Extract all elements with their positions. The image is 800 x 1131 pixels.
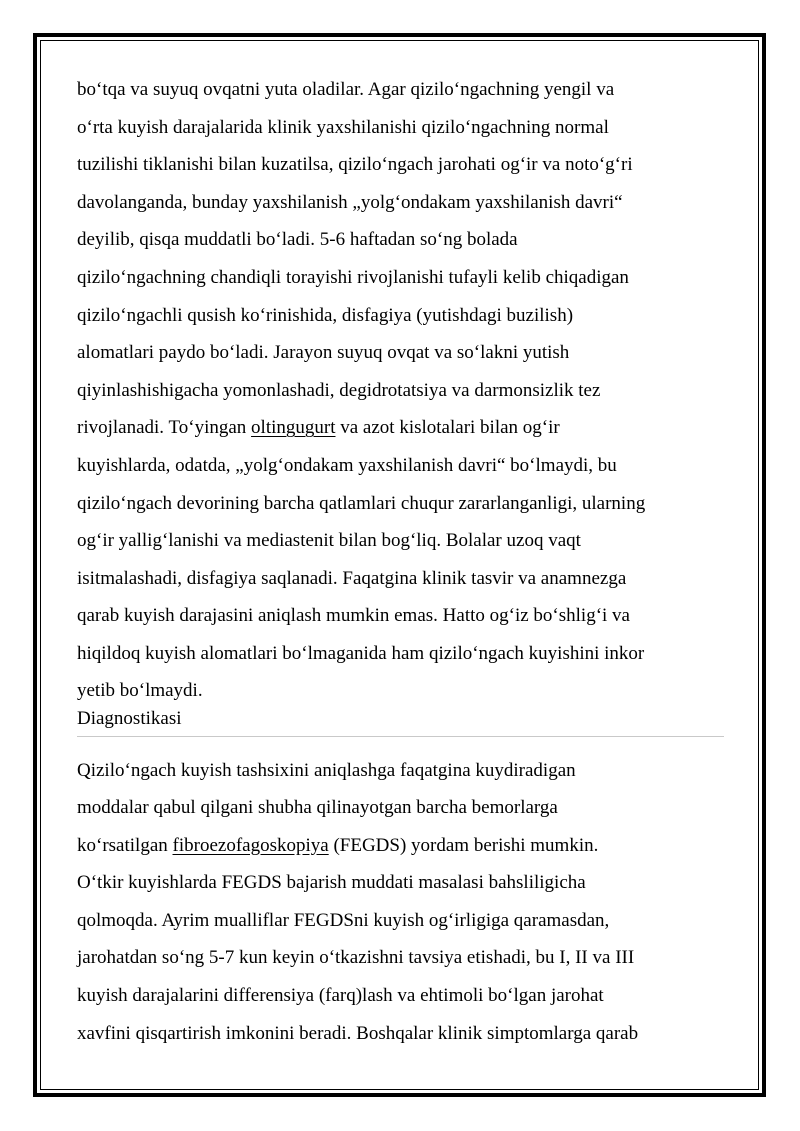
text-segment: va azot kislotalari bilan ogʻir (335, 417, 560, 439)
document-body (77, 75, 727, 1056)
text-line (77, 831, 727, 869)
text-line: qiziloʻngachli qusish koʻrinishida, disfagiya (yutishdagi buzilish) (77, 304, 574, 326)
section-heading: Diagnostikasi (77, 707, 182, 729)
text-line: Qiziloʻngach kuyish tashsixini aniqlashga faqatgina kuydiradigan (77, 759, 576, 781)
text-line: tuzilishi tiklanishi bilan kuzatilsa, qiziloʻngach jarohati ogʻir va notoʻgʻri (77, 154, 633, 176)
text-segment: (FEGDS) yordam berishi mumkin. (328, 834, 599, 856)
heading-divider (77, 736, 724, 737)
text-line (77, 413, 727, 451)
text-line: boʻtqa va suyuq ovqatni yuta oladilar. Agar qiziloʻngachning yengil va (77, 79, 615, 100)
text-line: qiyinlashishigacha yomonlashadi, degidrotatsiya va darmonsizlik tez (77, 379, 601, 401)
text-line: qarab kuyish darajasini aniqlash mumkin emas. Hatto ogʻiz boʻshligʻi va (77, 605, 630, 627)
fibroezofagoskopiya-link[interactable]: fibroezofagoskopiya (172, 834, 329, 856)
text-line: kuyishlarda, odatda, „yolgʻondakam yaxshilanish davri“ boʻlmaydi, bu (77, 454, 617, 476)
text-line: jarohatdan soʻng 5-7 kun keyin oʻtkazishni tavsiya etishadi, bu I, II va III (77, 947, 635, 969)
text-line: isitmalashadi, disfagiya saqlanadi. Faqatgina klinik tasvir va anamnezga (77, 567, 627, 589)
text-line: qolmoqda. Ayrim mualliflar FEGDSni kuyish ogʻirligiga qaramasdan, (77, 909, 610, 931)
text-line: Oʻtkir kuyishlarda FEGDS bajarish muddati masalasi bahsliligicha (77, 872, 586, 894)
paragraph-2 (77, 756, 727, 1057)
text-line: alomatlari paydo boʻladi. Jarayon suyuq ovqat va soʻlakni yutish (77, 342, 570, 364)
text-line: xavfini qisqartirish imkonini beradi. Boshqalar klinik simptomlarga qarab (77, 1022, 639, 1044)
oltingugurt-link[interactable]: oltingugurt (251, 417, 336, 439)
text-line: davolanganda, bunday yaxshilanish „yolgʻondakam yaxshilanish davri“ (77, 191, 623, 213)
text-line: kuyish darajalarini differensiya (farq)lash va ehtimoli boʻlgan jarohat (77, 985, 604, 1007)
text-segment: koʻrsatilgan (77, 834, 173, 856)
text-segment: rivojlanadi. Toʻyingan (77, 417, 252, 439)
text-line: qiziloʻngachning chandiqli torayishi rivojlanishi tufayli kelib chiqadigan (77, 266, 629, 288)
text-line: yetib boʻlmaydi. (77, 679, 203, 701)
paragraph-1 (77, 75, 727, 705)
text-line: deyilib, qisqa muddatli boʻladi. 5-6 haftadan soʻng bolada (77, 229, 518, 251)
text-line: oʻrta kuyish darajalarida klinik yaxshilanishi qiziloʻngachning normal (77, 116, 609, 138)
text-line: ogʻir yalligʻlanishi va mediastenit bilan bogʻliq. Bolalar uzoq vaqt (77, 530, 581, 552)
text-line: hiqildoq kuyish alomatlari boʻlmaganida ham qiziloʻngach kuyishini inkor (77, 642, 645, 664)
text-line: moddalar qabul qilgani shubha qilinayotgan barcha bemorlarga (77, 797, 558, 819)
text-line: qiziloʻngach devorining barcha qatlamlari chuqur zararlanganligi, ularning (77, 492, 646, 514)
